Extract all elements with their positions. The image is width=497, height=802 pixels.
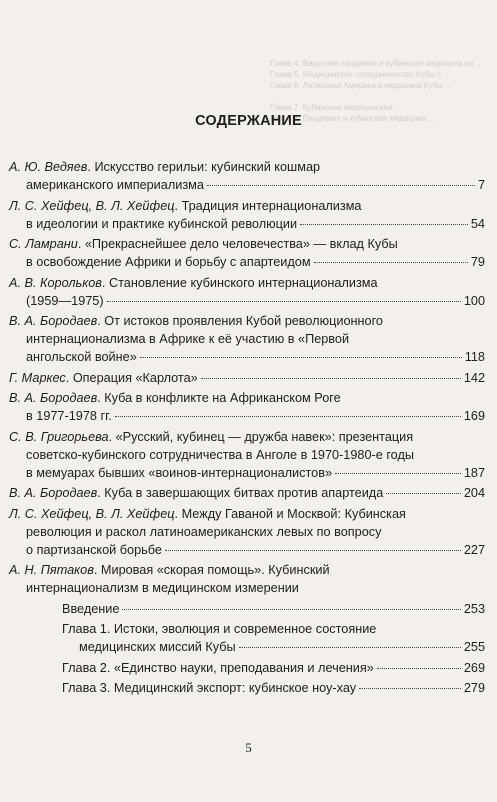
toc-author: А. В. Корольков xyxy=(9,275,102,290)
bleed-line: Глава 6. Латинская Америка и медицина Кубы … xyxy=(270,81,454,90)
toc-line xyxy=(9,197,485,215)
toc-subentry xyxy=(9,600,485,618)
toc-title: . Мировая «скорая помощь». Кубинский xyxy=(93,563,330,577)
toc-page-number: 169 xyxy=(463,409,485,423)
toc-page-number: 227 xyxy=(463,542,485,557)
page-title: СОДЕРЖАНИЕ xyxy=(195,113,302,129)
toc-page-number: 204 xyxy=(463,486,485,500)
toc-line: интернационализм в медицинском измерении xyxy=(26,581,299,595)
toc-author: С. Ламрани xyxy=(9,237,78,251)
toc-title: . Традиция интернационализма xyxy=(174,198,362,213)
toc-entry xyxy=(9,428,485,482)
toc-line xyxy=(9,464,485,482)
toc-entry xyxy=(9,312,485,366)
toc-line xyxy=(9,428,485,446)
toc-line xyxy=(9,407,485,425)
toc-author: А. Н. Пятаков xyxy=(9,563,94,577)
toc-line xyxy=(62,638,485,656)
toc-page-number: 269 xyxy=(463,660,485,675)
leader-dots xyxy=(377,668,461,669)
toc-title: . Между Гаваной и Москвой: Кубинская xyxy=(174,506,406,521)
toc-title: ангольской войне» xyxy=(26,350,137,364)
toc-title: . Искусство герильи: кубинский кошмар xyxy=(87,160,321,174)
toc-author: В. А. Бородаев xyxy=(9,391,98,405)
toc-title: . «Русский, кубинец — дружба навек»: презентация xyxy=(108,429,414,444)
leader-dots xyxy=(314,262,468,263)
toc-title: . «Прекраснейшее дело человечества» — вклад Кубы xyxy=(77,237,398,251)
bleed-line: … xyxy=(270,92,278,101)
toc-title: . Куба в конфликте на Африканском Роге xyxy=(97,391,341,405)
toc-page-number: 142 xyxy=(463,370,485,385)
leader-dots xyxy=(300,224,468,225)
toc-title: американского империализма xyxy=(26,178,204,192)
toc-line xyxy=(9,348,485,366)
toc-author: С. В. Григорьева xyxy=(9,429,109,444)
bleed-line: Глава 4. Вирусная пандемия и кубинская медицина на … xyxy=(270,59,484,68)
leader-dots xyxy=(239,647,461,648)
toc-entry xyxy=(9,235,485,271)
toc-line xyxy=(9,484,485,502)
toc-line xyxy=(62,679,485,697)
toc-line: Глава 1. Истоки, эволюция и современное состояние xyxy=(62,622,377,636)
toc-subentry xyxy=(9,620,485,656)
table-of-contents xyxy=(9,158,485,700)
toc-author: В. А. Бородаев xyxy=(9,314,98,328)
leader-dots xyxy=(359,688,461,689)
toc-page-number: 79 xyxy=(470,255,485,269)
toc-title: Введение xyxy=(62,601,120,616)
toc-title: . Операция «Карлота» xyxy=(65,370,198,385)
leader-dots xyxy=(386,493,461,494)
toc-entry xyxy=(9,389,485,425)
toc-title: Глава 2. «Единство науки, преподавания и лечения» xyxy=(62,660,374,675)
toc-line xyxy=(9,312,485,330)
toc-line xyxy=(62,600,485,618)
leader-dots xyxy=(165,550,461,551)
toc-line xyxy=(9,541,485,559)
toc-line xyxy=(9,235,485,253)
toc-title: . Становление кубинского интернационализма xyxy=(101,275,378,290)
toc-page-number: 187 xyxy=(463,465,485,480)
toc-line xyxy=(9,215,485,233)
toc-line xyxy=(9,369,485,387)
toc-author: В. А. Бородаев xyxy=(9,486,98,500)
leader-dots xyxy=(140,357,462,358)
toc-page-number: 118 xyxy=(464,350,485,364)
toc-line xyxy=(9,292,485,310)
toc-subentry xyxy=(9,679,485,697)
toc-line xyxy=(9,158,485,176)
toc-title: о партизанской борьбе xyxy=(26,542,162,557)
bleed-line: Глава 7. Кубинская медицинская … xyxy=(270,103,403,112)
toc-title: в освобождение Африки и борьбу с апартеидом xyxy=(26,255,311,269)
leader-dots xyxy=(122,609,460,610)
bleed-line: Глава 5. Медицинское сотрудничество Кубы с … xyxy=(270,70,452,79)
toc-page-number: 100 xyxy=(463,293,485,308)
toc-entry xyxy=(9,484,485,502)
toc-page-number: 279 xyxy=(463,681,485,695)
toc-entry xyxy=(9,369,485,387)
toc-page-number: 7 xyxy=(477,178,485,192)
toc-entry xyxy=(9,158,485,194)
toc-entry xyxy=(9,561,485,597)
toc-author: Л. С. Хейфец, В. Л. Хейфец xyxy=(9,198,175,213)
toc-page-number: 255 xyxy=(463,640,485,654)
toc-title: в идеологии и практике кубинской революции xyxy=(26,216,298,231)
leader-dots xyxy=(107,301,461,302)
toc-line: интернационализма в Африке к её участию в «Первой xyxy=(26,332,350,346)
toc-line xyxy=(9,505,485,523)
toc-title: . Куба в завершающих битвах против апартеида xyxy=(97,486,384,500)
toc-line xyxy=(62,659,485,677)
leader-dots xyxy=(207,185,475,186)
toc-entry xyxy=(9,197,485,233)
toc-author: Л. С. Хейфец, В. Л. Хейфец xyxy=(9,506,175,521)
toc-line xyxy=(9,274,485,292)
toc-line xyxy=(9,253,485,271)
toc-title: (1959—1975) xyxy=(26,293,104,308)
toc-entry xyxy=(9,274,485,310)
toc-subentry xyxy=(9,659,485,677)
leader-dots xyxy=(115,416,461,417)
toc-title: медицинских миссий Кубы xyxy=(79,640,236,654)
toc-title: . От истоков проявления Кубой революционного xyxy=(97,314,383,328)
toc-title: Глава 3. Медицинский экспорт: кубинское ноу-хау xyxy=(62,681,357,695)
toc-line: советско-кубинского сотрудничества в Анголе в 1970-1980-е годы xyxy=(26,447,414,462)
toc-author: А. Ю. Ведяев xyxy=(9,160,88,174)
toc-line xyxy=(9,176,485,194)
leader-dots xyxy=(201,378,461,379)
toc-line xyxy=(9,561,485,579)
toc-entry xyxy=(9,505,485,559)
bleed-line: Глава 8. Пандемия и кубинская медицина … xyxy=(270,114,437,123)
toc-page-number: 253 xyxy=(463,601,485,616)
toc-line: революция и раскол латиноамериканских левых по вопросу xyxy=(26,524,382,539)
leader-dots xyxy=(335,473,461,474)
toc-title: в мемуарах бывших «воинов-интернационалистов» xyxy=(26,465,332,480)
toc-title: в 1977-1978 гг. xyxy=(26,409,112,423)
toc-page-number: 54 xyxy=(470,216,485,231)
page-number: 5 xyxy=(245,740,252,755)
toc-author: Г. Маркес xyxy=(9,370,66,385)
toc-line xyxy=(9,389,485,407)
